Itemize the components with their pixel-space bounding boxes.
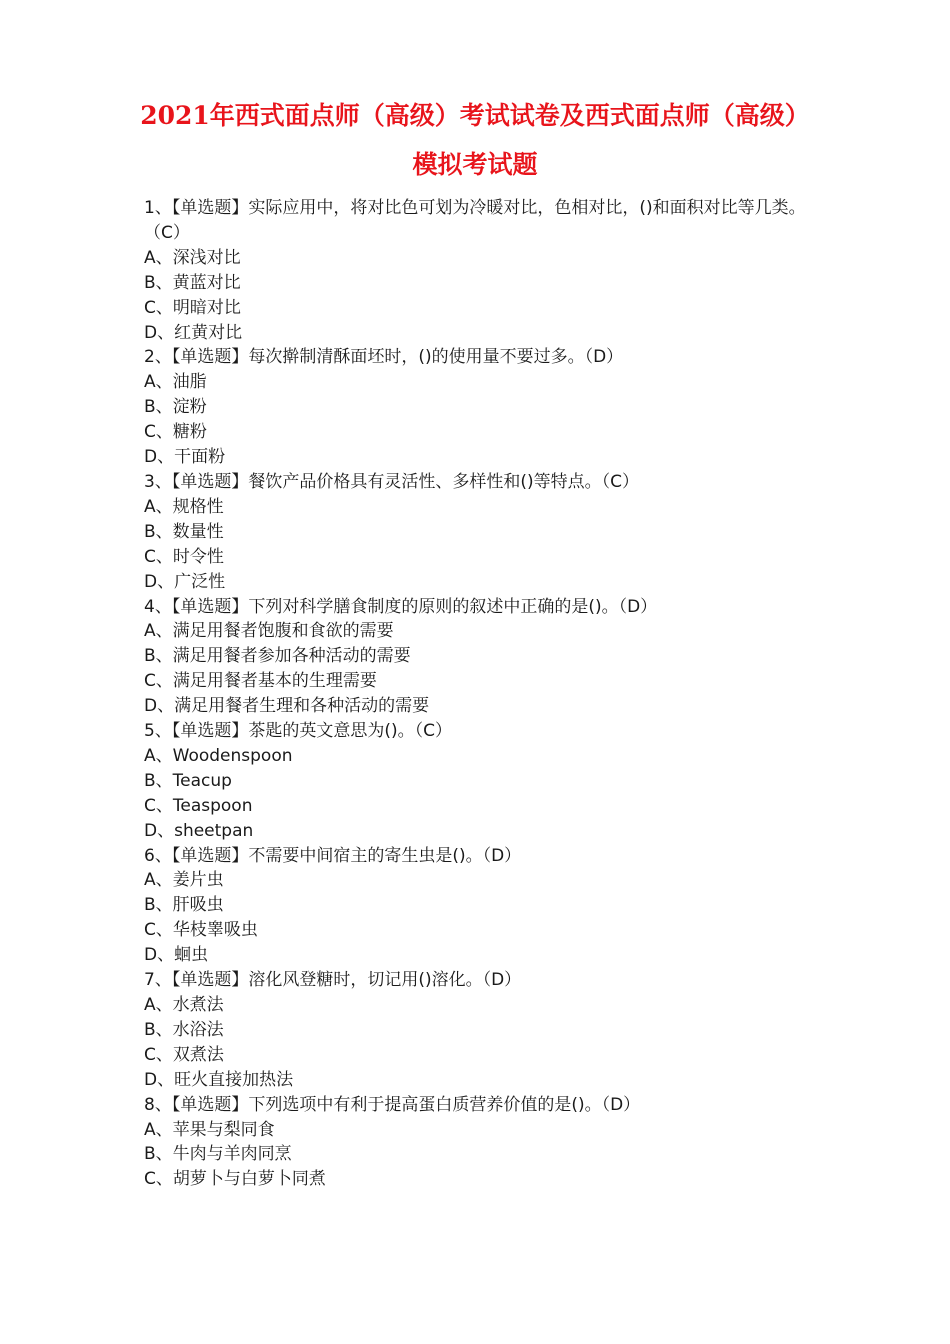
option-d: D、蛔虫 bbox=[144, 945, 209, 966]
option-c: C、华枝睾吸虫 bbox=[144, 920, 258, 941]
option-d: D、旺火直接加热法 bbox=[144, 1069, 294, 1090]
question-block bbox=[144, 470, 816, 595]
option-a: A、满足用餐者饱腹和食欲的需要 bbox=[144, 621, 394, 642]
option-b: B、满足用餐者参加各种活动的需要 bbox=[144, 646, 411, 667]
question-text: 5、【单选题】茶匙的英文意思为()。（C） bbox=[144, 721, 452, 742]
question-block bbox=[144, 595, 816, 720]
option-c: C、Teaspoon bbox=[144, 795, 253, 816]
option-a: A、苹果与梨同食 bbox=[144, 1119, 275, 1140]
option-a: A、水煮法 bbox=[144, 995, 224, 1015]
option-b: B、淀粉 bbox=[144, 397, 207, 418]
option-c: C、时令性 bbox=[144, 546, 224, 567]
question-text: 3、【单选题】餐饮产品价格具有灵活性、多样性和()等特点。（C） bbox=[144, 471, 639, 492]
option-b: B、水浴法 bbox=[144, 1019, 224, 1040]
document-title-line-1: 2021年西式面点师（高级）考试试卷及西式面点师（高级） bbox=[140, 101, 810, 130]
question-text: 8、【单选题】下列选项中有利于提高蛋白质营养价值的是()。（D） bbox=[144, 1094, 641, 1115]
question-block bbox=[144, 345, 816, 470]
question-text: 2、【单选题】每次擀制清酥面坯时，()的使用量不要过多。（D） bbox=[144, 347, 624, 368]
option-b: B、牛肉与羊肉同烹 bbox=[144, 1144, 292, 1165]
option-b: B、肝吸虫 bbox=[144, 895, 224, 916]
option-b: B、数量性 bbox=[144, 521, 224, 542]
option-d: D、干面粉 bbox=[144, 447, 226, 468]
option-d: D、红黄对比 bbox=[144, 322, 243, 343]
option-a: A、Woodenspoon bbox=[144, 745, 293, 766]
option-d: D、sheetpan bbox=[144, 820, 254, 841]
question-list bbox=[144, 196, 816, 1192]
document-title-line-2: 模拟考试题 bbox=[412, 150, 538, 179]
option-c: C、满足用餐者基本的生理需要 bbox=[144, 671, 377, 692]
option-c: C、双煮法 bbox=[144, 1044, 224, 1065]
question-text: 7、【单选题】溶化风登糖时，切记用()溶化。（D） bbox=[144, 970, 522, 991]
question-block bbox=[144, 844, 816, 969]
question-block bbox=[144, 196, 816, 345]
option-b: B、Teacup bbox=[144, 770, 232, 791]
option-a: A、油脂 bbox=[144, 372, 207, 393]
option-a: A、规格性 bbox=[144, 496, 224, 517]
question-text: 1、【单选题】实际应用中，将对比色可划为冷暖对比，色相对比，()和面积对比等几类。（C） bbox=[144, 198, 806, 243]
question-text: 6、【单选题】不需要中间宿主的寄生虫是()。（D） bbox=[144, 845, 522, 866]
option-a: A、姜片虫 bbox=[144, 870, 224, 891]
question-block bbox=[144, 968, 816, 1093]
option-a: A、深浅对比 bbox=[144, 247, 241, 268]
question-text: 4、【单选题】下列对科学膳食制度的原则的叙述中正确的是()。（D） bbox=[144, 596, 658, 617]
option-c: C、糖粉 bbox=[144, 422, 207, 443]
option-b: B、黄蓝对比 bbox=[144, 272, 241, 293]
option-d: D、广泛性 bbox=[144, 571, 226, 592]
option-c: C、明暗对比 bbox=[144, 297, 241, 318]
question-block bbox=[144, 1093, 816, 1193]
option-c: C、胡萝卜与白萝卜同煮 bbox=[144, 1169, 326, 1190]
question-block bbox=[144, 719, 816, 844]
option-d: D、满足用餐者生理和各种活动的需要 bbox=[144, 696, 430, 717]
